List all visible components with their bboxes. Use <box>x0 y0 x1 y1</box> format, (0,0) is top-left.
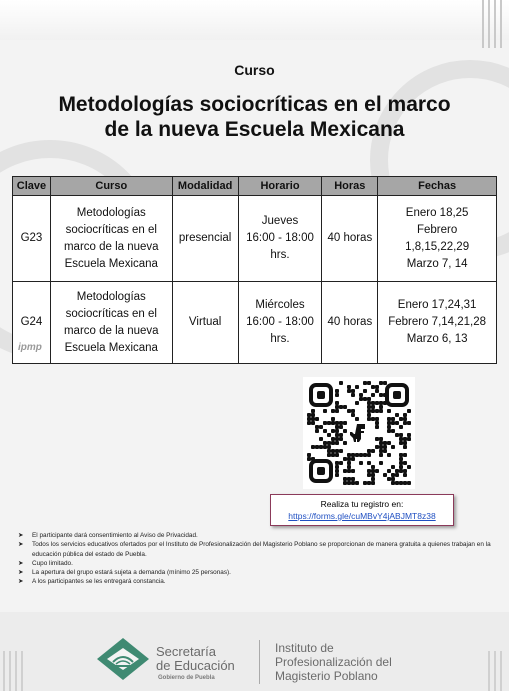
cell-horario: Miércoles 16:00 - 18:00 hrs. <box>238 282 322 364</box>
cell-clave: G24 <box>13 282 51 364</box>
column-header-clave: Clave <box>13 177 51 196</box>
decorative-stripe <box>3 651 5 691</box>
list-item: ➤ Todos los servicios educativos ofertados por el Instituto de Profesionalización del Magisterio Poblano se proporcionan de manera gratuita a quienes trabajan en la educación pública del estado de Puebla. <box>18 541 491 558</box>
cell-clave: G23 <box>13 196 51 282</box>
cell-horas: 40 horas <box>322 282 378 364</box>
footer-divider <box>259 640 260 684</box>
decorative-stripe <box>488 0 490 48</box>
course-title: Metodologías sociocríticas en el marco de la nueva Escuela Mexicana <box>58 93 451 141</box>
top-decoration <box>0 0 509 40</box>
registration-qr-code[interactable] <box>303 377 415 489</box>
decorative-stripe <box>500 0 502 48</box>
table-header-row <box>13 177 497 196</box>
secretaria-subtitle: Gobierno de Puebla <box>158 675 215 681</box>
notes-list <box>18 531 493 587</box>
column-header-fechas: Fechas <box>378 177 497 196</box>
arrow-bullet-icon: ➤ <box>18 559 24 567</box>
cell-horario: Jueves 16:00 - 18:00 hrs. <box>238 196 322 282</box>
cell-fechas: Enero 18,25 Febrero 1,8,15,22,29 Marzo 7, 14 <box>378 196 497 282</box>
cell-fechas: Enero 17,24,31 Febrero 7,14,21,28 Marzo 6, 13 <box>378 282 497 364</box>
column-header-horas: Horas <box>322 177 378 196</box>
decorative-stripe <box>488 651 490 691</box>
arrow-bullet-icon: ➤ <box>18 578 24 586</box>
ipmp-watermark: ipmp <box>18 342 42 353</box>
secretaria-name: Secretaría de Educación <box>156 644 235 673</box>
bottom-decoration <box>0 612 509 691</box>
list-item: ➤ Cupo limitado. <box>18 559 73 567</box>
column-header-horario: Horario <box>238 177 322 196</box>
course-table <box>12 176 497 364</box>
arrow-bullet-icon: ➤ <box>18 541 24 549</box>
instituto-name: Instituto de Profesionalización del Magisterio Poblano <box>275 641 392 683</box>
section-heading: Curso <box>234 62 275 78</box>
decorative-stripe <box>494 0 496 48</box>
decorative-stripe <box>15 651 17 691</box>
decorative-stripe <box>500 651 502 691</box>
decorative-stripe <box>494 651 496 691</box>
cell-curso: Metodologías sociocríticas en el marco de la nueva Escuela Mexicana <box>50 196 172 282</box>
secretaria-logo-icon <box>95 636 151 682</box>
table-row <box>13 282 497 364</box>
cell-modalidad: presencial <box>172 196 238 282</box>
decorative-stripe <box>482 0 484 48</box>
arrow-bullet-icon: ➤ <box>18 532 24 539</box>
cell-modalidad: Virtual <box>172 282 238 364</box>
cell-horas: 40 horas <box>322 196 378 282</box>
arrow-bullet-icon: ➤ <box>18 569 24 577</box>
list-item: ➤ El participante dará consentimiento al Aviso de Privacidad. <box>18 532 198 539</box>
decorative-stripe <box>9 651 11 691</box>
registration-box <box>270 494 454 526</box>
qr-code-graphic <box>307 381 411 485</box>
registration-link[interactable]: https://forms.gle/cuMBvY4jABJMT8z38 <box>288 511 436 521</box>
decorative-stripe <box>21 651 23 691</box>
column-header-curso: Curso <box>50 177 172 196</box>
dinosaur-icon <box>347 421 371 445</box>
list-item: ➤ La apertura del grupo estará sujeta a demanda (mínimo 25 personas). <box>18 569 231 577</box>
list-item: ➤ A los participantes se les entregará constancia. <box>18 578 166 586</box>
column-header-modalidad: Modalidad <box>172 177 238 196</box>
cell-curso: Metodologías sociocríticas en el marco de la nueva Escuela Mexicana <box>50 282 172 364</box>
table-row <box>13 196 497 282</box>
registration-label: Realiza tu registro en: <box>320 499 404 509</box>
